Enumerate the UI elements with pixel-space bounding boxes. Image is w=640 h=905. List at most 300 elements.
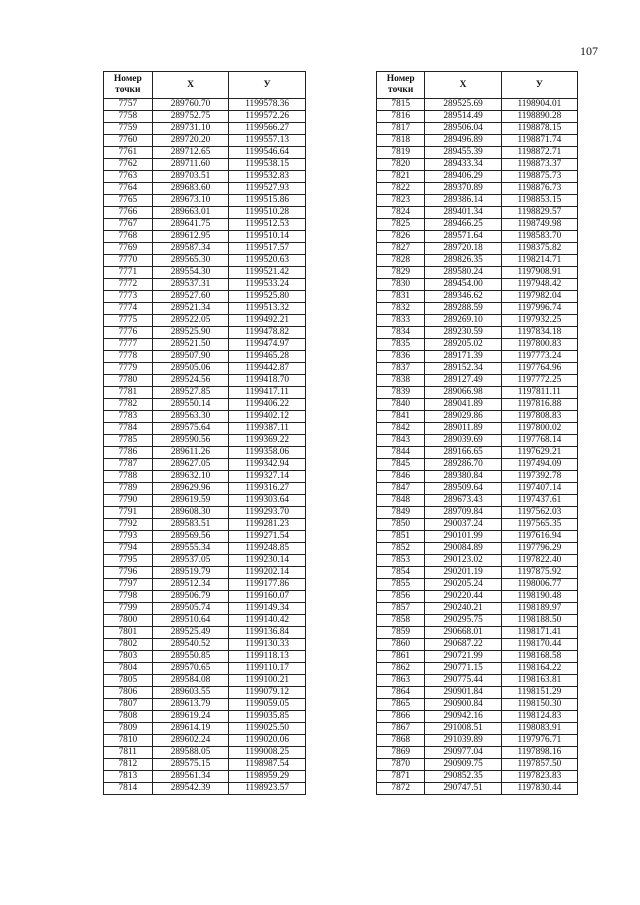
point-number-cell: 7849 xyxy=(377,507,425,519)
x-coordinate-cell: 289554.30 xyxy=(152,267,229,279)
x-coordinate-cell: 289505.06 xyxy=(152,363,229,375)
y-coordinate-cell: 1198829.57 xyxy=(501,207,577,219)
point-number-cell: 7816 xyxy=(377,111,425,123)
x-coordinate-cell: 289205.02 xyxy=(425,339,501,351)
table-row xyxy=(377,255,578,267)
x-coordinate-cell: 289521.34 xyxy=(152,303,229,315)
y-coordinate-cell: 1199566.27 xyxy=(229,123,306,135)
table-row xyxy=(377,267,578,279)
table-row xyxy=(377,663,578,675)
point-number-cell: 7848 xyxy=(377,495,425,507)
point-number-cell: 7775 xyxy=(104,315,153,327)
table-row xyxy=(104,255,306,267)
point-number-cell: 7852 xyxy=(377,543,425,555)
table-row xyxy=(377,603,578,615)
x-coordinate-cell: 289514.49 xyxy=(425,111,501,123)
x-coordinate-cell: 289570.65 xyxy=(152,663,229,675)
y-coordinate-cell: 1198171.41 xyxy=(501,627,577,639)
table-row xyxy=(377,351,578,363)
y-coordinate-cell: 1199492.21 xyxy=(229,315,306,327)
y-coordinate-cell: 1197772.25 xyxy=(501,375,577,387)
point-number-cell: 7812 xyxy=(104,759,153,771)
page-number: 107 xyxy=(580,44,598,58)
point-number-cell: 7855 xyxy=(377,579,425,591)
point-number-cell: 7760 xyxy=(104,135,153,147)
table-row xyxy=(104,435,306,447)
x-coordinate-cell: 289386.14 xyxy=(425,195,501,207)
point-number-cell: 7844 xyxy=(377,447,425,459)
y-coordinate-cell: 1198876.73 xyxy=(501,183,577,195)
x-coordinate-cell: 289619.24 xyxy=(152,711,229,723)
y-coordinate-cell: 1199387.11 xyxy=(229,423,306,435)
y-coordinate-cell: 1199527.93 xyxy=(229,183,306,195)
y-coordinate-cell: 1197811.11 xyxy=(501,387,577,399)
x-coordinate-cell: 289519.79 xyxy=(152,567,229,579)
table-row xyxy=(104,747,306,759)
table-row xyxy=(104,291,306,303)
y-coordinate-cell: 1197562.03 xyxy=(501,507,577,519)
y-coordinate-cell: 1197908.91 xyxy=(501,267,577,279)
y-coordinate-cell: 1199402.12 xyxy=(229,411,306,423)
x-coordinate-cell: 289588.05 xyxy=(152,747,229,759)
point-number-cell: 7791 xyxy=(104,507,153,519)
point-number-cell: 7856 xyxy=(377,591,425,603)
x-coordinate-cell: 289569.56 xyxy=(152,531,229,543)
table-row xyxy=(104,411,306,423)
point-number-cell: 7799 xyxy=(104,603,153,615)
y-coordinate-cell: 1199202.14 xyxy=(229,567,306,579)
point-number-cell: 7784 xyxy=(104,423,153,435)
x-coordinate-cell: 290747.51 xyxy=(425,783,501,795)
point-number-cell: 7810 xyxy=(104,735,153,747)
x-coordinate-cell: 289286.70 xyxy=(425,459,501,471)
point-number-cell: 7839 xyxy=(377,387,425,399)
table-row xyxy=(377,111,578,123)
y-coordinate-cell: 1198871.74 xyxy=(501,135,577,147)
point-number-cell: 7817 xyxy=(377,123,425,135)
table-row xyxy=(104,111,306,123)
y-coordinate-cell: 1199059.05 xyxy=(229,699,306,711)
point-number-cell: 7779 xyxy=(104,363,153,375)
table-row xyxy=(104,147,306,159)
table-row xyxy=(104,591,306,603)
table-row xyxy=(377,651,578,663)
x-coordinate-cell: 289527.85 xyxy=(152,387,229,399)
point-number-cell: 7768 xyxy=(104,231,153,243)
y-coordinate-cell: 1198878.15 xyxy=(501,123,577,135)
table-row xyxy=(377,783,578,795)
y-coordinate-cell: 1197796.29 xyxy=(501,543,577,555)
point-number-cell: 7833 xyxy=(377,315,425,327)
y-coordinate-cell: 1197932.25 xyxy=(501,315,577,327)
point-number-cell: 7838 xyxy=(377,375,425,387)
x-coordinate-cell: 289171.39 xyxy=(425,351,501,363)
point-number-cell: 7834 xyxy=(377,327,425,339)
y-coordinate-cell: 1198151.29 xyxy=(501,687,577,699)
y-coordinate-cell: 1198959.29 xyxy=(229,771,306,783)
table-row xyxy=(377,711,578,723)
y-coordinate-cell: 1198890.28 xyxy=(501,111,577,123)
y-coordinate-cell: 1199369.22 xyxy=(229,435,306,447)
x-coordinate-cell: 291008.51 xyxy=(425,723,501,735)
point-number-cell: 7770 xyxy=(104,255,153,267)
table-row xyxy=(104,171,306,183)
y-coordinate-cell: 1197629.21 xyxy=(501,447,577,459)
y-coordinate-cell: 1197822.40 xyxy=(501,555,577,567)
x-coordinate-cell: 289611.26 xyxy=(152,447,229,459)
table-row xyxy=(377,327,578,339)
table-row xyxy=(104,231,306,243)
y-coordinate-cell: 1199512.53 xyxy=(229,219,306,231)
point-number-cell: 7805 xyxy=(104,675,153,687)
x-coordinate-cell: 289760.70 xyxy=(152,99,229,111)
x-coordinate-cell: 289720.18 xyxy=(425,243,501,255)
point-number-cell: 7859 xyxy=(377,627,425,639)
table-row xyxy=(377,147,578,159)
table-row xyxy=(377,339,578,351)
x-coordinate-cell: 289720.20 xyxy=(152,135,229,147)
x-coordinate-cell: 289590.56 xyxy=(152,435,229,447)
x-coordinate-cell: 289587.34 xyxy=(152,243,229,255)
point-number-cell: 7846 xyxy=(377,471,425,483)
y-coordinate-cell: 1197982.04 xyxy=(501,291,577,303)
point-number-header-line1: Номер xyxy=(386,74,415,84)
point-number-header-line1: Номер xyxy=(113,74,142,84)
y-coordinate-cell: 1199418.70 xyxy=(229,375,306,387)
table-row xyxy=(104,519,306,531)
table-row xyxy=(377,123,578,135)
x-coordinate-cell: 289537.05 xyxy=(152,555,229,567)
y-coordinate-cell: 1198083.91 xyxy=(501,723,577,735)
x-coordinate-cell: 289584.08 xyxy=(152,675,229,687)
x-coordinate-cell: 289401.34 xyxy=(425,207,501,219)
x-coordinate-cell: 289525.69 xyxy=(425,99,501,111)
table-row xyxy=(377,495,578,507)
x-coordinate-cell: 289525.90 xyxy=(152,327,229,339)
point-number-cell: 7807 xyxy=(104,699,153,711)
y-coordinate-cell: 1199442.87 xyxy=(229,363,306,375)
x-coordinate-cell: 289703.51 xyxy=(152,171,229,183)
x-coordinate-cell: 289512.34 xyxy=(152,579,229,591)
point-number-cell: 7780 xyxy=(104,375,153,387)
table-row xyxy=(104,123,306,135)
y-coordinate-cell: 1199478.82 xyxy=(229,327,306,339)
x-coordinate-cell: 289603.55 xyxy=(152,687,229,699)
point-number-cell: 7837 xyxy=(377,363,425,375)
x-coordinate-cell: 290240.21 xyxy=(425,603,501,615)
y-coordinate-cell: 1199521.42 xyxy=(229,267,306,279)
point-number-cell: 7847 xyxy=(377,483,425,495)
x-coordinate-cell: 291039.89 xyxy=(425,735,501,747)
table-row xyxy=(104,339,306,351)
table-row xyxy=(104,327,306,339)
table-row xyxy=(104,243,306,255)
x-coordinate-cell: 289612.95 xyxy=(152,231,229,243)
y-coordinate-cell: 1197616.94 xyxy=(501,531,577,543)
y-coordinate-cell: 1199525.80 xyxy=(229,291,306,303)
point-number-cell: 7769 xyxy=(104,243,153,255)
y-coordinate-cell: 1199008.25 xyxy=(229,747,306,759)
table-row xyxy=(104,375,306,387)
table-row xyxy=(377,159,578,171)
point-number-cell: 7767 xyxy=(104,219,153,231)
table-row xyxy=(377,615,578,627)
y-coordinate-cell: 1199293.70 xyxy=(229,507,306,519)
y-coordinate-cell: 1199515.86 xyxy=(229,195,306,207)
y-coordinate-cell: 1198124.83 xyxy=(501,711,577,723)
y-coordinate-cell: 1199025.50 xyxy=(229,723,306,735)
y-coordinate-cell: 1199140.42 xyxy=(229,615,306,627)
table-row xyxy=(104,459,306,471)
table-row xyxy=(377,279,578,291)
point-number-cell: 7863 xyxy=(377,675,425,687)
x-coordinate-cell: 289619.59 xyxy=(152,495,229,507)
point-number-cell: 7759 xyxy=(104,123,153,135)
y-coordinate-cell: 1198168.58 xyxy=(501,651,577,663)
table-row xyxy=(104,135,306,147)
y-coordinate-cell: 1199572.26 xyxy=(229,111,306,123)
table-row xyxy=(104,567,306,579)
point-number-cell: 7778 xyxy=(104,351,153,363)
table-row xyxy=(377,483,578,495)
y-coordinate-cell: 1198875.73 xyxy=(501,171,577,183)
coordinates-table-left-body xyxy=(104,99,306,795)
x-coordinate-cell: 289521.50 xyxy=(152,339,229,351)
x-coordinate-cell: 289583.51 xyxy=(152,519,229,531)
table-row xyxy=(377,447,578,459)
table-row xyxy=(377,675,578,687)
y-coordinate-cell: 1198853.15 xyxy=(501,195,577,207)
y-coordinate-cell: 1199417.11 xyxy=(229,387,306,399)
y-coordinate-cell: 1199316.27 xyxy=(229,483,306,495)
x-coordinate-cell: 289230.59 xyxy=(425,327,501,339)
table-row xyxy=(104,723,306,735)
table-row xyxy=(377,183,578,195)
x-coordinate-cell: 289380.84 xyxy=(425,471,501,483)
y-coordinate-cell: 1198923.57 xyxy=(229,783,306,795)
point-number-cell: 7843 xyxy=(377,435,425,447)
y-coordinate-cell: 1199281.23 xyxy=(229,519,306,531)
x-coordinate-cell: 289466.25 xyxy=(425,219,501,231)
y-coordinate-cell: 1199271.54 xyxy=(229,531,306,543)
y-coordinate-cell: 1198190.48 xyxy=(501,591,577,603)
point-number-cell: 7771 xyxy=(104,267,153,279)
x-coordinate-cell: 289505.74 xyxy=(152,603,229,615)
y-coordinate-cell: 1198583.70 xyxy=(501,231,577,243)
table-row xyxy=(104,507,306,519)
point-number-cell: 7869 xyxy=(377,747,425,759)
y-coordinate-cell: 1198375.82 xyxy=(501,243,577,255)
y-coordinate-cell: 1199510.14 xyxy=(229,231,306,243)
table-row xyxy=(377,567,578,579)
table-row xyxy=(104,315,306,327)
y-coordinate-cell: 1199406.22 xyxy=(229,399,306,411)
table-row xyxy=(104,783,306,795)
table-row xyxy=(377,303,578,315)
y-coordinate-cell: 1199517.57 xyxy=(229,243,306,255)
x-coordinate-cell: 290123.02 xyxy=(425,555,501,567)
point-number-cell: 7794 xyxy=(104,543,153,555)
table-row xyxy=(104,711,306,723)
table-row xyxy=(377,699,578,711)
y-header: У xyxy=(501,72,577,99)
point-number-cell: 7814 xyxy=(104,783,153,795)
point-number-header-line2: точки xyxy=(115,85,141,95)
x-coordinate-cell: 289542.39 xyxy=(152,783,229,795)
table-row xyxy=(104,195,306,207)
y-coordinate-cell: 1197494.09 xyxy=(501,459,577,471)
y-coordinate-cell: 1199532.83 xyxy=(229,171,306,183)
point-number-cell: 7870 xyxy=(377,759,425,771)
point-number-cell: 7832 xyxy=(377,303,425,315)
point-number-cell: 7827 xyxy=(377,243,425,255)
y-coordinate-cell: 1197898.16 xyxy=(501,747,577,759)
point-number-cell: 7820 xyxy=(377,159,425,171)
x-coordinate-cell: 289731.10 xyxy=(152,123,229,135)
point-number-cell: 7764 xyxy=(104,183,153,195)
table-row xyxy=(377,219,578,231)
point-number-cell: 7871 xyxy=(377,771,425,783)
x-coordinate-cell: 289406.29 xyxy=(425,171,501,183)
x-coordinate-cell: 289555.34 xyxy=(152,543,229,555)
point-number-cell: 7809 xyxy=(104,723,153,735)
point-number-cell: 7787 xyxy=(104,459,153,471)
point-number-cell: 7828 xyxy=(377,255,425,267)
x-coordinate-cell: 289029.86 xyxy=(425,411,501,423)
y-coordinate-cell: 1199513.32 xyxy=(229,303,306,315)
table-row xyxy=(377,687,578,699)
table-row xyxy=(104,759,306,771)
x-coordinate-cell: 289826.35 xyxy=(425,255,501,267)
x-coordinate-cell: 290771.15 xyxy=(425,663,501,675)
point-number-header xyxy=(104,72,153,99)
y-coordinate-cell: 1199327.14 xyxy=(229,471,306,483)
point-number-cell: 7813 xyxy=(104,771,153,783)
x-coordinate-cell: 290201.19 xyxy=(425,567,501,579)
table-row xyxy=(377,207,578,219)
x-coordinate-cell: 290721.99 xyxy=(425,651,501,663)
point-number-cell: 7758 xyxy=(104,111,153,123)
x-coordinate-cell: 289066.98 xyxy=(425,387,501,399)
x-coordinate-cell: 289039.69 xyxy=(425,435,501,447)
y-coordinate-cell: 1198189.97 xyxy=(501,603,577,615)
point-number-cell: 7798 xyxy=(104,591,153,603)
x-coordinate-cell: 290900.84 xyxy=(425,699,501,711)
table-row xyxy=(377,387,578,399)
x-coordinate-cell: 289011.89 xyxy=(425,423,501,435)
y-coordinate-cell: 1197976.71 xyxy=(501,735,577,747)
point-number-cell: 7806 xyxy=(104,687,153,699)
point-number-cell: 7845 xyxy=(377,459,425,471)
x-coordinate-cell: 289152.34 xyxy=(425,363,501,375)
x-coordinate-cell: 289575.15 xyxy=(152,759,229,771)
y-coordinate-cell: 1199303.64 xyxy=(229,495,306,507)
point-number-cell: 7867 xyxy=(377,723,425,735)
y-coordinate-cell: 1199110.17 xyxy=(229,663,306,675)
y-coordinate-cell: 1197565.35 xyxy=(501,519,577,531)
table-row xyxy=(104,639,306,651)
point-number-cell: 7776 xyxy=(104,327,153,339)
x-coordinate-cell: 289537.31 xyxy=(152,279,229,291)
x-coordinate-cell: 289571.64 xyxy=(425,231,501,243)
x-coordinate-cell: 290295.75 xyxy=(425,615,501,627)
y-coordinate-cell: 1197437.61 xyxy=(501,495,577,507)
y-coordinate-cell: 1199358.06 xyxy=(229,447,306,459)
table-row xyxy=(377,759,578,771)
table-row xyxy=(104,99,306,111)
table-row xyxy=(104,663,306,675)
point-number-cell: 7821 xyxy=(377,171,425,183)
table-row xyxy=(104,159,306,171)
y-coordinate-cell: 1198150.30 xyxy=(501,699,577,711)
x-coordinate-cell: 289509.64 xyxy=(425,483,501,495)
y-coordinate-cell: 1198214.71 xyxy=(501,255,577,267)
x-coordinate-cell: 290101.99 xyxy=(425,531,501,543)
table-row xyxy=(104,555,306,567)
x-coordinate-cell: 290977.04 xyxy=(425,747,501,759)
point-number-cell: 7853 xyxy=(377,555,425,567)
table-row xyxy=(104,675,306,687)
table-row xyxy=(377,459,578,471)
point-number-cell: 7864 xyxy=(377,687,425,699)
point-number-cell: 7872 xyxy=(377,783,425,795)
y-coordinate-cell: 1199136.84 xyxy=(229,627,306,639)
point-number-cell: 7766 xyxy=(104,207,153,219)
point-number-cell: 7822 xyxy=(377,183,425,195)
x-coordinate-cell: 289288.59 xyxy=(425,303,501,315)
point-number-header-line2: точки xyxy=(388,85,414,95)
point-number-cell: 7792 xyxy=(104,519,153,531)
point-number-cell: 7783 xyxy=(104,411,153,423)
point-number-cell: 7826 xyxy=(377,231,425,243)
table-row xyxy=(104,219,306,231)
table-row xyxy=(377,735,578,747)
point-number-cell: 7785 xyxy=(104,435,153,447)
table-row xyxy=(104,735,306,747)
table-header-row xyxy=(104,72,306,99)
point-number-cell: 7857 xyxy=(377,603,425,615)
x-coordinate-cell: 289507.90 xyxy=(152,351,229,363)
table-row xyxy=(377,747,578,759)
x-coordinate-cell: 290852.35 xyxy=(425,771,501,783)
x-coordinate-cell: 289455.39 xyxy=(425,147,501,159)
point-number-cell: 7823 xyxy=(377,195,425,207)
y-coordinate-cell: 1199474.97 xyxy=(229,339,306,351)
x-coordinate-cell: 289550.14 xyxy=(152,399,229,411)
table-row xyxy=(377,231,578,243)
x-coordinate-cell: 289454.00 xyxy=(425,279,501,291)
y-coordinate-cell: 1197948.42 xyxy=(501,279,577,291)
table-row xyxy=(104,603,306,615)
table-row xyxy=(377,531,578,543)
table-row xyxy=(377,375,578,387)
point-number-cell: 7854 xyxy=(377,567,425,579)
point-number-cell: 7795 xyxy=(104,555,153,567)
table-row xyxy=(377,135,578,147)
y-coordinate-cell: 1197764.96 xyxy=(501,363,577,375)
x-coordinate-cell: 289166.65 xyxy=(425,447,501,459)
table-row xyxy=(104,651,306,663)
point-number-cell: 7818 xyxy=(377,135,425,147)
x-coordinate-cell: 289663.01 xyxy=(152,207,229,219)
point-number-cell: 7800 xyxy=(104,615,153,627)
table-row xyxy=(104,447,306,459)
point-number-cell: 7789 xyxy=(104,483,153,495)
table-row xyxy=(104,423,306,435)
table-row xyxy=(377,435,578,447)
point-number-cell: 7763 xyxy=(104,171,153,183)
point-number-cell: 7819 xyxy=(377,147,425,159)
